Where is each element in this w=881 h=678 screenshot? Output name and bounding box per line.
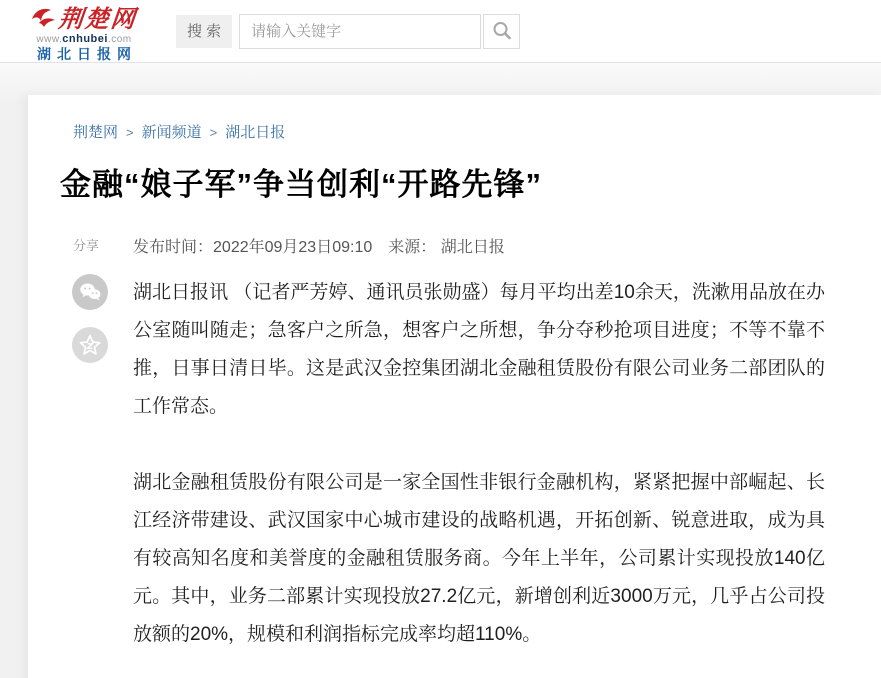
source-label: 来源： <box>388 239 437 256</box>
breadcrumb-item-news-channel[interactable]: 新闻频道 <box>141 124 202 141</box>
article-card <box>28 95 881 678</box>
site-logo[interactable] <box>18 0 150 63</box>
red-swoosh-bird-icon <box>31 6 57 28</box>
search-label[interactable]: 搜 索 <box>176 15 232 48</box>
share-column <box>60 232 133 678</box>
article-content-column <box>133 232 825 678</box>
breadcrumb-item-home[interactable]: 荆楚网 <box>73 124 119 141</box>
logo-site-name: 荆楚网 <box>57 7 138 33</box>
source-value: 湖北日报 <box>440 239 505 256</box>
article-title: 金融“娘子军”争当创利“开路先锋” <box>60 167 542 202</box>
qzone-share-button[interactable] <box>72 327 108 363</box>
share-icons <box>72 274 133 363</box>
publish-time-value: 2022年09月23日09:10 <box>213 239 373 256</box>
logo-url-main: cnhubei <box>62 33 108 45</box>
article-paragraphs <box>133 274 825 654</box>
publish-time-label: 发布时间： <box>133 239 214 256</box>
article-body <box>60 232 825 678</box>
breadcrumb-item-hubei-daily[interactable]: 湖北日报 <box>225 124 286 141</box>
search-area <box>176 14 520 49</box>
article-meta <box>133 232 825 257</box>
wechat-share-icon <box>78 281 102 303</box>
share-label: 分享 <box>73 238 100 253</box>
article-paragraph: 湖北金融租赁股份有限公司是一家全国性非银行金融机构，紧紧把握中部崛起、长江经济带建设、武汉国家中心城市建设的战略机遇，开拓创新、锐意进取，成为具有较高知名度和美誉度的金融租赁服务商。今年上半年，公司累计实现投放140亿元。其中，业务二部累计实现投放27.2亿元，新增创利近3000万元，几乎占公司投放额的20%，规模和利润指标完成率均超110%。 <box>133 472 825 645</box>
article-paragraph: 湖北日报讯 （记者严芳婷、通讯员张勋盛）每月平均出差10余天，洗漱用品放在办公室随叫随走；急客户之所急，想客户之所想，争分夺秒抢项目进度；不等不靠不推，日事日清日毕。这是武汉金控集团湖北金融租赁股份有限公司业务二部团队的工作常态。 <box>133 282 825 417</box>
wechat-share-button[interactable] <box>72 274 108 310</box>
breadcrumb <box>73 121 825 142</box>
logo-url-suffix: .com <box>107 34 132 45</box>
qzone-star-share-icon <box>78 333 102 357</box>
breadcrumb-separator: > <box>209 125 218 140</box>
search-input[interactable] <box>239 14 481 49</box>
logo-subtitle: 湖北日报网 <box>37 46 137 62</box>
logo-top-row <box>31 0 137 34</box>
site-header <box>0 0 881 63</box>
logo-url-prefix: www. <box>36 34 63 45</box>
magnifier-icon <box>491 20 513 42</box>
page-background <box>0 63 881 678</box>
breadcrumb-separator: > <box>126 125 134 140</box>
logo-url <box>36 34 131 45</box>
search-button[interactable] <box>483 14 520 49</box>
